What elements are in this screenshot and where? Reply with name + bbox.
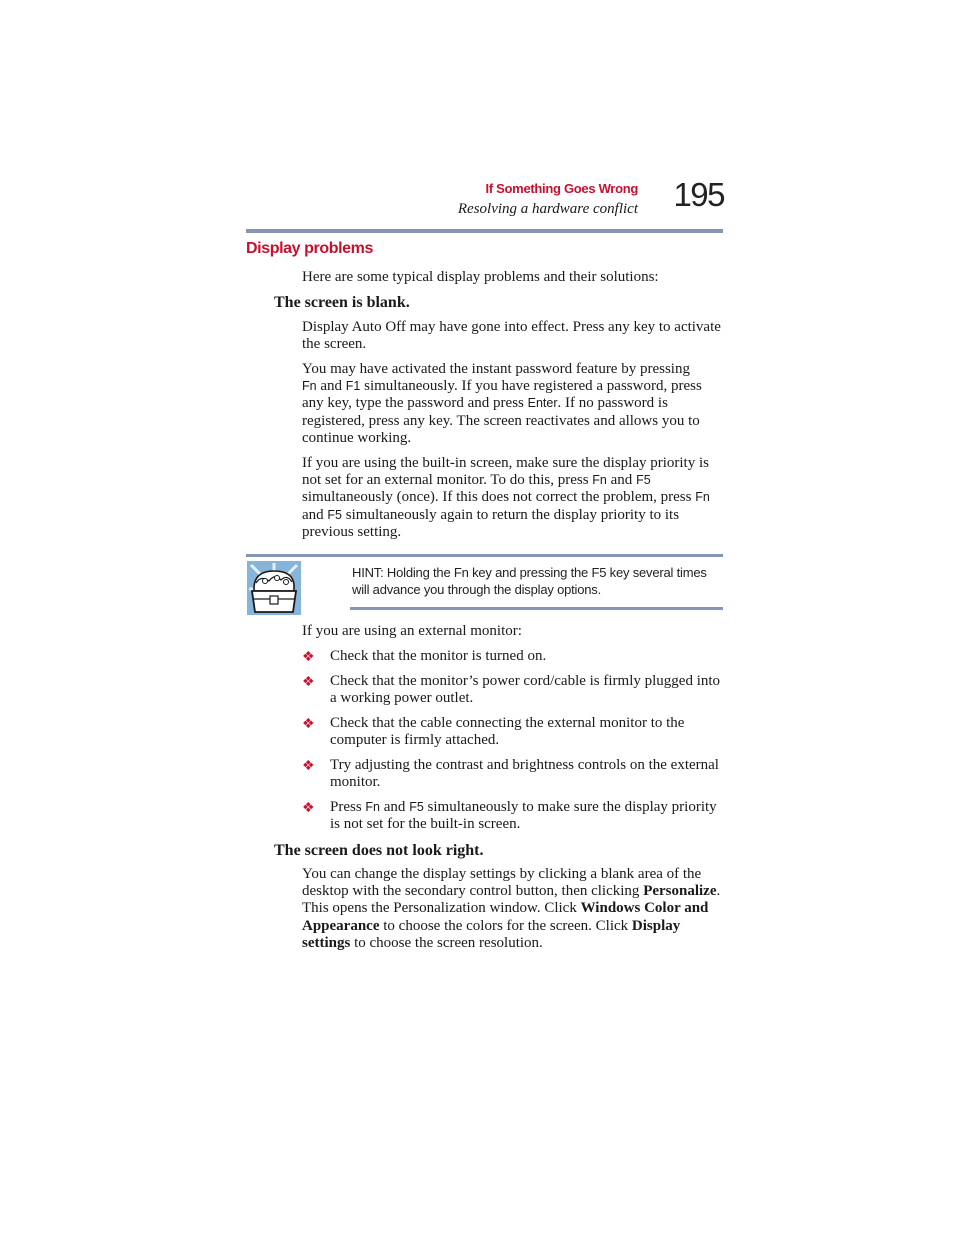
- section-title: Display problems: [246, 240, 373, 257]
- bullet-icon: ❖: [302, 717, 315, 732]
- hint-rule-top: [246, 554, 723, 557]
- ui-term-personalize: Personalize: [643, 883, 717, 900]
- key-f1: F1: [345, 379, 361, 394]
- key-f5: F5: [409, 800, 424, 814]
- intro-paragraph: Here are some typical display problems and their solutions:: [302, 269, 659, 285]
- treasure-chest-icon: [247, 561, 301, 615]
- subheading-not-right: The screen does not look right.: [274, 842, 484, 859]
- key-f5: F5: [636, 473, 651, 488]
- running-header-chapter: If Something Goes Wrong: [485, 181, 638, 196]
- subheading-blank-screen: The screen is blank.: [274, 294, 410, 311]
- key-fn: Fn: [453, 565, 469, 580]
- bullet-item-contrast: Try adjusting the contrast and brightness controls on the external monitor.: [330, 757, 719, 791]
- hint-rule-bottom: [350, 607, 723, 610]
- key-enter: Enter: [527, 396, 558, 411]
- paragraph-instant-password: You may have activated the instant password feature by pressing Fn and F1 simultaneously. If you have registered a password, press any key, type the password and press Enter. If no password is registered, press any key. The screen reactivates and allows you to continue working.: [302, 361, 702, 446]
- paragraph-display-priority: If you are using the built-in screen, make sure the display priority is not set for an external monitor. To do this, press Fn and F5 simultaneously (once). If this does not correct the problem, press Fn and F5 simultaneously again to return the display priority to its previous setting.: [302, 455, 710, 540]
- bullet-item-display-priority: Press Fn and F5 simultaneously to make sure the display priority is not set for the built-in screen.: [330, 799, 717, 833]
- ui-term-windows-color: Windows Color and Appearance: [302, 900, 709, 934]
- running-header-section: Resolving a hardware conflict: [457, 201, 638, 217]
- key-fn: Fn: [365, 800, 381, 814]
- key-f5: F5: [327, 507, 343, 522]
- key-fn: Fn: [695, 490, 710, 505]
- key-f5: F5: [591, 565, 607, 580]
- page-number: 195: [673, 176, 724, 213]
- paragraph-display-settings: You can change the display settings by clicking a blank area of the desktop with the secondary control button, then clicking Personalize. This opens the Personalization window. Click Windows Color and Appearance to choose the colors for the screen. Click Display settings to choose the screen resolution.: [302, 866, 721, 951]
- bullet-icon: ❖: [302, 801, 315, 816]
- key-fn: Fn: [592, 473, 607, 488]
- bullet-item-turned-on: Check that the monitor is turned on.: [330, 648, 547, 664]
- bullet-icon: ❖: [302, 675, 315, 690]
- bullet-icon: ❖: [302, 650, 315, 665]
- external-monitor-intro: If you are using an external monitor:: [302, 623, 522, 639]
- bullet-item-power-cord: Check that the monitor’s power cord/cable is firmly plugged into a working power outlet.: [330, 673, 721, 707]
- header-rule: [246, 229, 723, 233]
- key-fn: Fn: [302, 379, 317, 394]
- bullet-icon: ❖: [302, 759, 315, 774]
- bullet-item-cable: Check that the cable connecting the external monitor to the computer is firmly attached.: [330, 715, 685, 749]
- paragraph-auto-off: Display Auto Off may have gone into effect. Press any key to activate the screen.: [302, 319, 721, 353]
- hint-text: HINT: Holding the Fn key and pressing the F5 key several times will advance you through the display options.: [352, 565, 707, 597]
- ui-term-display-settings: Display settings: [302, 917, 681, 951]
